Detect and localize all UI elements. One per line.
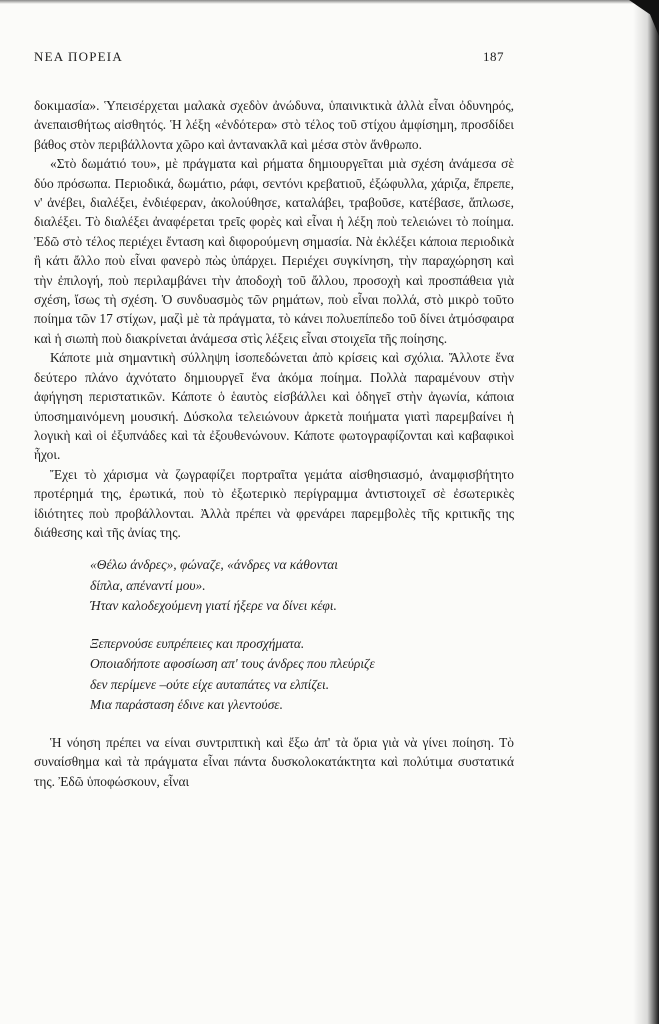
paragraph: «Στὸ δωμάτιό του», μὲ πράγματα καὶ ρήματα δημιουργεῖται μιὰ σχέση ἀνάμεσα σὲ δύο πρόσωπα. Περιοδικά, δωμάτιο, ράφι, σεντόνι κρεβατιοῦ, ἐξώφυλλα, χάριζα, ἔπρεπε, ν' ἀνέβει, διαλέξει, ἐνδιέφεραν, ἀκολούθησε, καταλάβει, τραβοῦσε, κατέβασε, ἅπλωσε, διαλέξει. Τὸ διαλέξει ἀναφέρεται τρεῖς φορὲς καὶ εἶναι ἡ λέξη ποὺ τελειώνει τὸ ποίημα. Ἐδῶ στὸ τέλος περιέχει ἔνταση καὶ διφορούμενη σημασία. Νὰ ἐκλέξει κάποια περιοδικὰ ἢ κάτι ἄλλο ποὺ εἶναι φανερὸ πὼς ὑπάρχει. Περιέχει συγκίνηση, τὴν παραχώρηση καὶ τὴν ἐπιλογή, ποὺ περιλαμβάνει τὴν ἀποδοχὴ τοῦ ἄλλου, προσοχὴ καὶ προσπάθεια γιὰ σχέση, ἴσως τὴ σχέση. Ὁ συνδυασμὸς τῶν ρημάτων, ποὺ εἶναι πολλά, στὸ μικρὸ τοῦτο ποίημα τῶν 17 στίχων, μαζὶ μὲ τὰ πράγματα, τὸ κάνει πολυεπίπεδο τοῦ δίνει ἀτμόσφαιρα καὶ ἡ σιωπὴ ποὺ διακρίνεται ἀνάμεσα στὶς λέξεις εἶναι στοιχεῖα τῆς ποίησης.: [34, 156, 514, 346]
paragraph: Ἔχει τὸ χάρισμα νὰ ζωγραφίζει πορτραῖτα γεμάτα αἰσθησιασμό, ἀναμφισβήτητο προτέρημά της, ἐρωτικά, ποὺ τὸ ἐξωτερικὸ περίγραμμα ἀντιστοιχεῖ σὲ ἐσωτερικὲς ἰδιότητες ποὺ προβάλλονται. Ἀλλὰ πρέπει νὰ φρενάρει παρεμβολὲς τῆς κριτικῆς της διάθεσης καὶ τῆς ἀνίας της.: [34, 466, 514, 540]
poem-line: «Θέλω άνδρες», φώναζε, «άνδρες να κάθονται: [90, 557, 338, 573]
scan-edge-shadow: [633, 0, 659, 1024]
poem-line: δεν περίμενε –ούτε είχε αυταπάτες να ελπίζει.: [90, 676, 330, 692]
running-head: ΝΕΑ ΠΟΡΕΙΑ: [34, 49, 123, 64]
paragraph: Κάποτε μιὰ σημαντικὴ σύλληψη ἰσοπεδώνεται ἀπὸ κρίσεις καὶ σχόλια. Ἄλλοτε ἕνα δεύτερο πλάνο ἀχνότατο δημιουργεῖ ἕνα ἀκόμα ποίημα. Πολλὰ παραμένουν στὴν ἀφήγηση περιστατικῶν. Κάποτε ὁ ἑαυτὸς εἰσβάλλει καὶ ὁδηγεῖ στὴν ἀγωνία, κάποια ὑποσημαινόμενη μουσική. Δύσκολα τελειώνουν ἀρκετὰ ποιήματα γιατὶ παρεμβαίνει ἡ λογικὴ καὶ οἱ ἐξυπνάδες καὶ τὰ ἐξουθενώνουν. Κάποτε φωτογραφίζονται καὶ καβαφικοὶ ἦχοι.: [34, 350, 514, 463]
paragraph: Ἡ νόηση πρέπει να είναι συντριπτικὴ καὶ ἔξω ἀπ' τὰ ὅρια γιὰ νὰ γίνει ποίηση. Τὸ συναίσθημα καὶ τὰ πράγματα εἶναι πάντα δυσκολοκατάκτητα καὶ πολύτιμα συστατικά της. Ἐδῶ ὑποφώσκουν, εἶναι: [34, 734, 514, 789]
poem-stanza: [90, 634, 514, 716]
poem-line: Μια παράσταση έδινε και γλεντούσε.: [90, 697, 283, 713]
poem-stanza: [90, 555, 514, 617]
page-body: [34, 96, 514, 791]
page-number: 187: [483, 49, 504, 64]
paragraph: δοκιμασία». Ὑπεισέρχεται μαλακὰ σχεδὸν ἀνώδυνα, ὑπαινικτικὰ ἀλλὰ εἶναι ὀδυνηρός, ἀνεπαισθήτως αἰσθητός. Ἡ λέξη «ἐνδότερα» στὸ τέλος τοῦ στίχου ἀμφίσημη, προσδίδει βάθος στὸν περιβάλλοντα χῶρο καὶ ἀντανακλᾶ καὶ μέσα στὸν ἄνθρωπο.: [34, 98, 514, 152]
poem-line: Οποιαδήποτε αφοσίωση απ' τους άνδρες που πλεύριζε: [90, 656, 375, 672]
poem-line: Ήταν καλοδεχούμενη γιατί ήξερε να δίνει κέφι.: [90, 598, 337, 614]
poem-line: δίπλα, απέναντί μου».: [90, 577, 206, 593]
poem-line: Ξεπερνούσε ευπρέπειες και προσχήματα.: [90, 635, 305, 651]
poem-quote: [90, 555, 514, 716]
scan-top-shadow: [0, 0, 640, 4]
